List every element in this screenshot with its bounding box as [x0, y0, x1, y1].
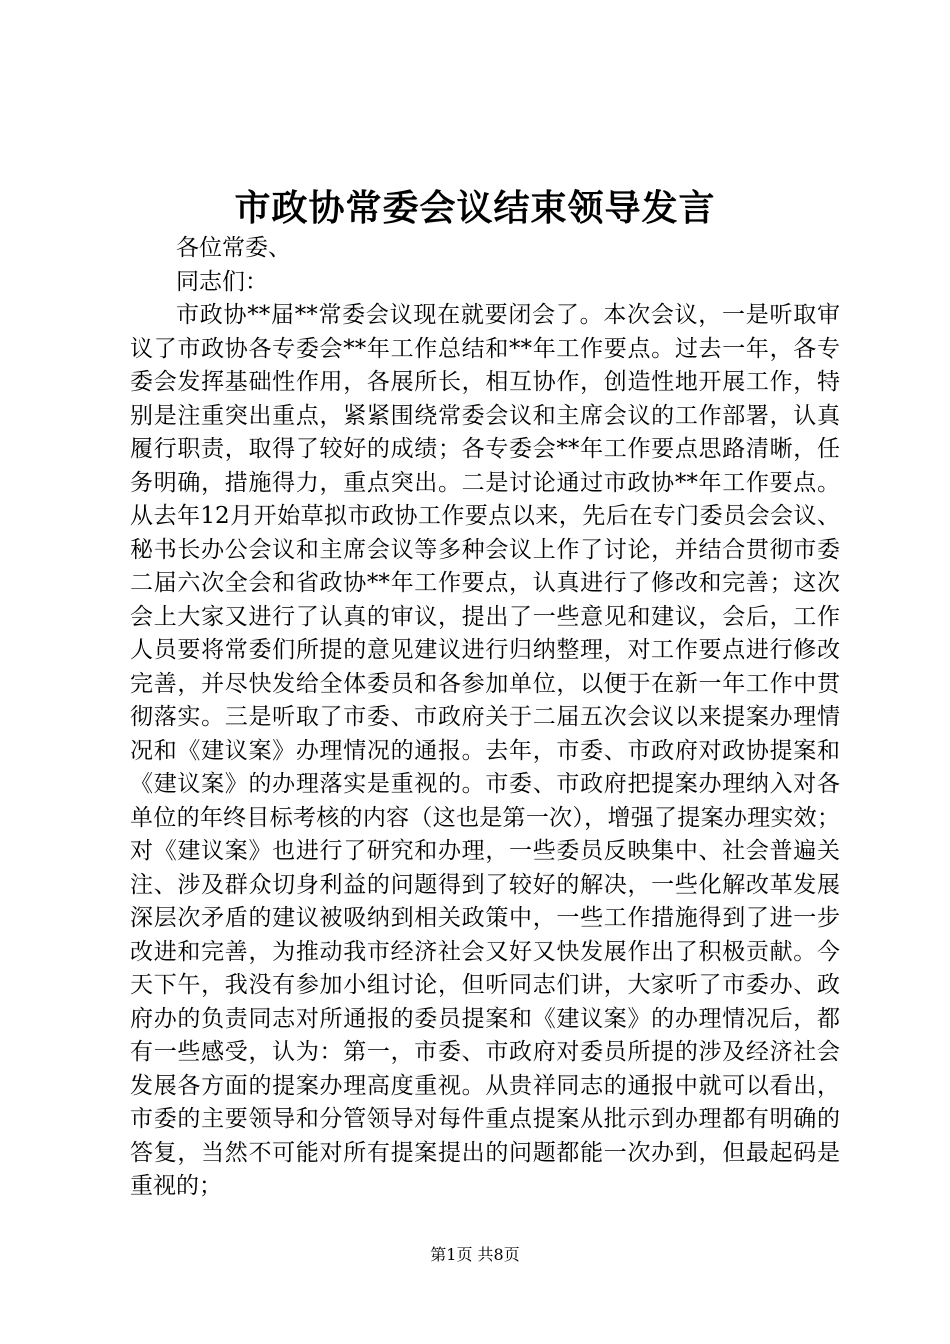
- salutation-line-1: 各位常委、: [176, 235, 291, 261]
- body-paragraph: 市政协**届**常委会议现在就要闭会了。本次会议，一是听取审议了市政协各专委会**年工作总结和**年工作要点。过去一年，各专委会发挥基础性作用，各展所长，相互协作，创造性地开展工作，特别是注重突出重点，紧紧围绕常委会议和主席会议的工作部署，认真履行职责，取得了较好的成绩；各专委会**年工作要点思路清晰，任务明确，措施得力，重点突出。二是讨论通过市政协**年工作要点。从去年12月开始草拟市政协工作要点以来，先后在专门委员会会议、秘书长办公会议和主席会议等多种会议上作了讨论，并结合贯彻市委二届六次全会和省政协**年工作要点，认真进行了修改和完善；这次会上大家又进行了认真的审议，提出了一些意见和建议，会后，工作人员要将常委们所提的意见建议进行归纳整理，对工作要点进行修改完善，并尽快发给全体委员和各参加单位，以便于在新一年工作中贯彻落实。三是听取了市委、市政府关于二届五次会议以来提案办理情况和《建议案》办理情况的通报。去年，市委、市政府对政协提案和《建议案》的办理落实是重视的。市委、市政府把提案办理纳入对各单位的年终目标考核的内容（这也是第一次），增强了提案办理实效；对《建议案》也进行了研究和办理，一些委员反映集中、社会普遍关注、涉及群众切身利益的问题得到了较好的解决，一些化解改革发展深层次矛盾的建议被吸纳到相关政策中，一些工作措施得到了进一步改进和完善，为推动我市经济社会又好又快发展作出了积极贡献。今天下午，我没有参加小组讨论，但听同志们讲，大家听了市委办、政府办的负责同志对所通报的委员提案和《建议案》的办理情况后，都有一些感受，认为：第一，市委、市政府对委员所提的涉及经济社会发展各方面的提案办理高度重视。从贵祥同志的通报中就可以看出，市委的主要领导和分管领导对每件重点提案从批示到办理都有明确的答复，当然不可能对所有提案提出的问题都能一次办到，但最起码是重视的；: [130, 302, 840, 1199]
- salutation-line-2: 同志们：: [176, 268, 268, 295]
- page-number-footer: 第1页 共8页: [430, 1245, 520, 1264]
- document-body: [130, 232, 840, 1204]
- document-title: 市政协常委会议结束领导发言: [234, 187, 716, 229]
